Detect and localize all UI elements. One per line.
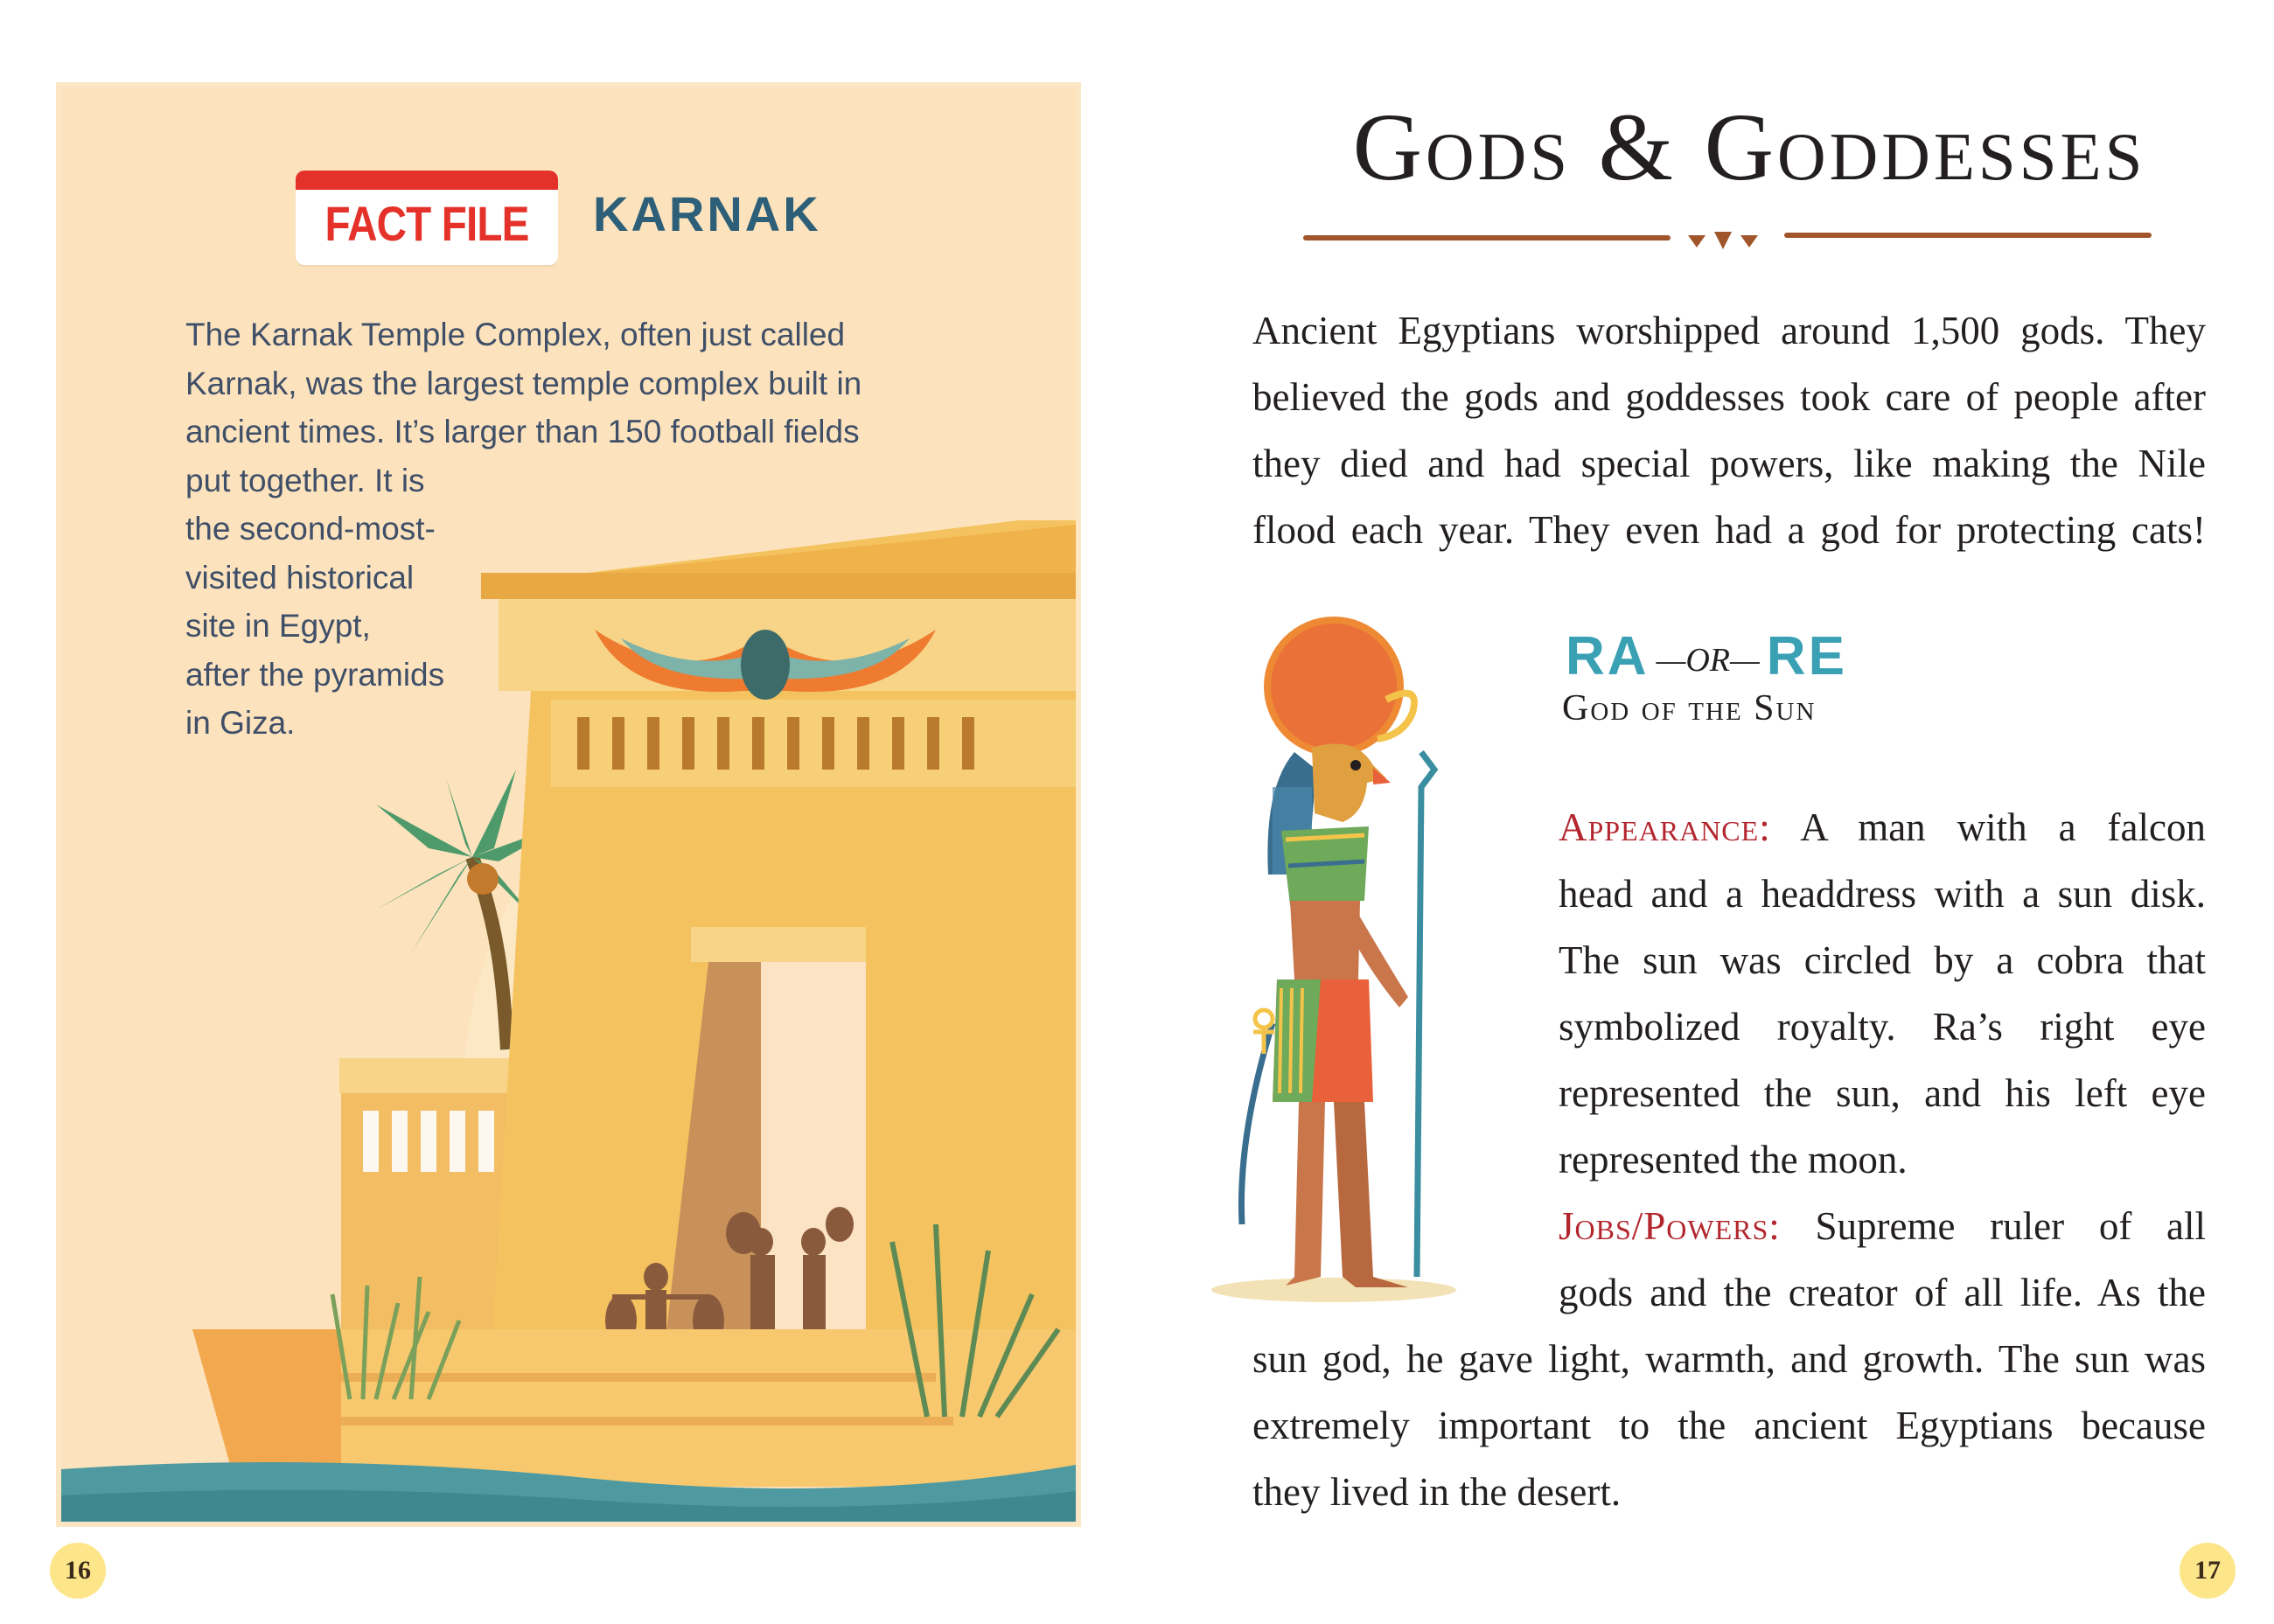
jobs-line: they lived in the desert. [1252,1470,1622,1514]
fact-file-title: KARNAK [593,186,821,241]
jobs-line: sun god, he gave light, warmth, and growth. The sun was [1252,1337,2206,1381]
page-number-left: 16 [50,1543,106,1599]
fact-file-label: FACT FILE [324,196,529,251]
deity-description [1559,794,2206,1326]
fact-file-body [185,310,955,748]
page-number-right: 17 [2180,1543,2236,1599]
jobs-label: Jobs/Powers: [1559,1204,1781,1248]
fact-body-line: the second-most- [185,511,436,547]
deity-name-alt: RE [1766,626,1847,687]
karnak-temple-illustration [61,87,1076,1522]
intro-line: flood each year. They even had a god for protecting cats! [1252,508,2206,552]
fact-body-line: after the pyramids [185,656,445,693]
intro-paragraph [1252,297,2206,563]
fact-body-line: Karnak, was the largest temple complex built in [185,365,862,401]
intro-line: they died and had special powers, like making the Nile [1252,442,2206,485]
appearance-line: The sun was circled by a cobra that [1559,938,2206,982]
fact-file-badge-bar [296,171,558,190]
deity-name-primary: RA [1566,626,1650,687]
appearance-text: A man with a falcon [1800,805,2206,849]
deity-name-or: —OR— [1656,641,1760,679]
appearance-line: represented the sun, and his left eye [1559,1071,2206,1115]
ra-deity-illustration [1211,612,1526,1312]
appearance-line: head and a headdress with a sun disk. [1559,872,2206,916]
fact-body-line: visited historical [185,559,415,596]
appearance-label: Appearance: [1559,805,1771,849]
jobs-continuation [1252,1326,2206,1525]
page-heading: Gods & Goddesses [1352,94,2146,200]
fact-body-line: site in Egypt, [185,608,371,644]
deity-subtitle: God of the Sun [1562,688,1817,728]
intro-line: Ancient Egyptians worshipped around 1,500 gods. They [1252,309,2206,352]
deity-name [1566,625,1847,687]
jobs-line [1559,1193,2206,1259]
fact-file-badge [296,171,558,265]
appearance-line: symbolized royalty. Ra’s right eye [1559,1005,2206,1049]
fact-body-line: ancient times. It’s larger than 150 football fields [185,414,860,450]
fact-body-line: put together. It is [185,462,425,498]
karnak-fact-panel [61,87,1076,1522]
intro-line: believed the gods and goddesses took care of people after [1252,375,2206,419]
fact-body-line: in Giza. [185,705,296,741]
jobs-line: extremely important to the ancient Egyptians because [1252,1404,2206,1447]
fact-body-line: The Karnak Temple Complex, often just called [185,317,846,352]
heading-divider-ornament [1303,223,2152,249]
appearance-line: represented the moon. [1559,1138,1908,1181]
jobs-line: gods and the creator of all life. As the [1559,1271,2206,1314]
jobs-text: Supreme ruler of all [1815,1204,2207,1248]
appearance-line [1559,794,2206,861]
